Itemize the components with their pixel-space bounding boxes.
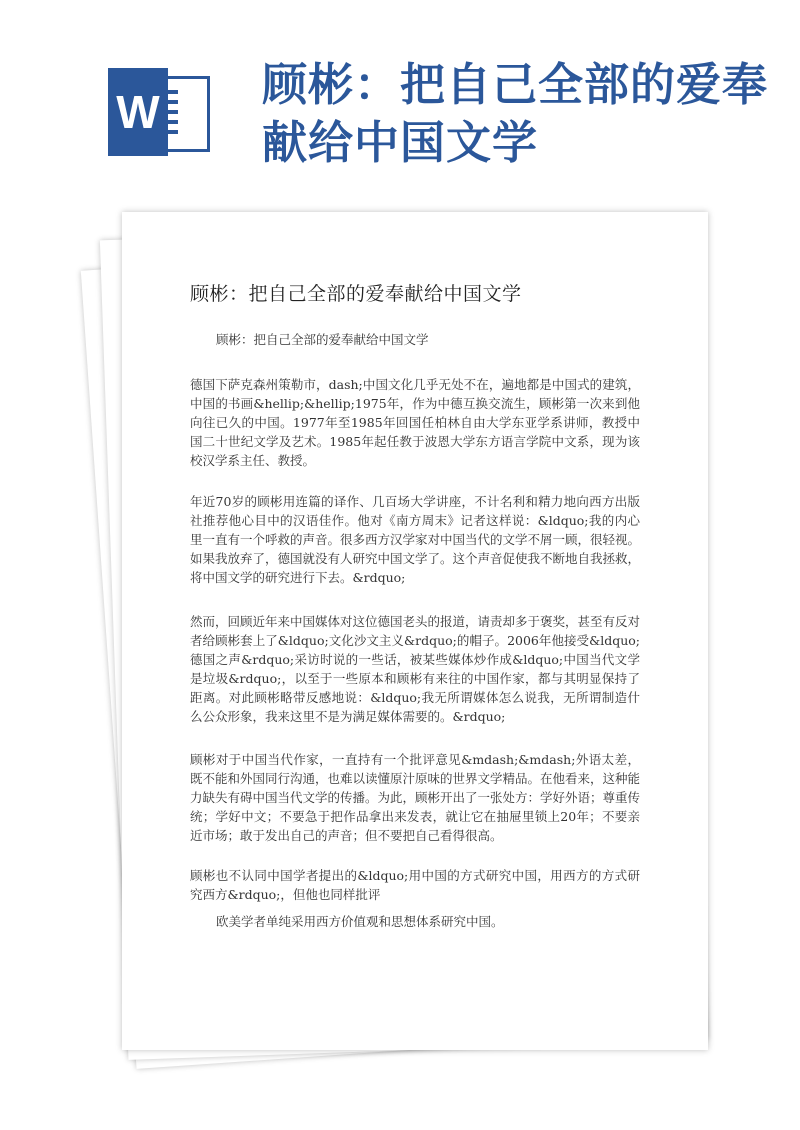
paragraph: 顾彬对于中国当代作家，一直持有一个批评意见&mdash;&mdash;外语太差，既不能和外国同行沟通，也难以读懂原汁原味的世界文学精品。在他看来，这种能力缺失有碍中国当代文学的传播。为此，顾彬开出了一张处方：学好外语；尊重传统；学好中文；不要急于把作品拿出来发表，就让它在抽屉里锁上20年；不要亲近市场；敢于发出自己的声音；但不要把自己看得很高。 <box>190 752 641 843</box>
paragraph: 欧美学者单纯采用西方价值观和思想体系研究中国。 <box>216 914 504 929</box>
document-title: 顾彬：把自己全部的爱奉献给中国文学 <box>190 283 522 305</box>
word-logo <box>108 68 212 156</box>
word-w-icon: W <box>108 68 168 156</box>
paragraph: 顾彬也不认同中国学者提出的&ldquo;用中国的方式研究中国，用西方的方式研究西方&rdquo;，但他也同样批评 <box>190 868 640 902</box>
header-title: 顾彬：把自己全部的爱奉献给中国文学 <box>262 58 769 169</box>
document-subtitle: 顾彬：把自己全部的爱奉献给中国文学 <box>216 332 429 347</box>
paragraph: 年近70岁的顾彬用连篇的译作、几百场大学讲座，不计名利和精力地向西方出版社推荐他心目中的汉语佳作。他对《南方周末》记者这样说：&ldquo;我的内心里一直有一个呼救的声音。很多西方汉学家对中国当代的文学不屑一顾，很轻视。如果我放弃了，德国就没有人研究中国文学了。这个声音促使我不断地自我拯救，将中国文学的研究进行下去。&rdquo; <box>190 494 641 585</box>
paragraph: 德国下萨克森州策勒市，dash;中国文化几乎无处不在，遍地都是中国式的建筑，中国的书画&hellip;&hellip;1975年，作为中德互换交流生，顾彬第一次来到他向往已久的中国。1977年至1985年回国任柏林自由大学东亚学系讲师，教授中国二十世纪文学及艺术。1985年起任教于波恩大学东方语言学院中文系，现为该校汉学系主任、教授。 <box>190 377 640 468</box>
paragraph: 然而，回顾近年来中国媒体对这位德国老头的报道，请责却多于褒奖，甚至有反对者给顾彬套上了&ldquo;文化沙文主义&rdquo;的帽子。2006年他接受&ldquo;德国之声&rdquo;采访时说的一些话，被某些媒体炒作成&ldquo;中国当代文学是垃圾&rdquo;，以至于一些原本和顾彬有来往的中国作家，都与其明显保持了距离。对此顾彬略带反感地说：&ldquo;我无所谓媒体怎么说我，无所谓制造什么公众形象，我来这里不是为满足媒体需要的。&rdquo; <box>190 614 641 724</box>
